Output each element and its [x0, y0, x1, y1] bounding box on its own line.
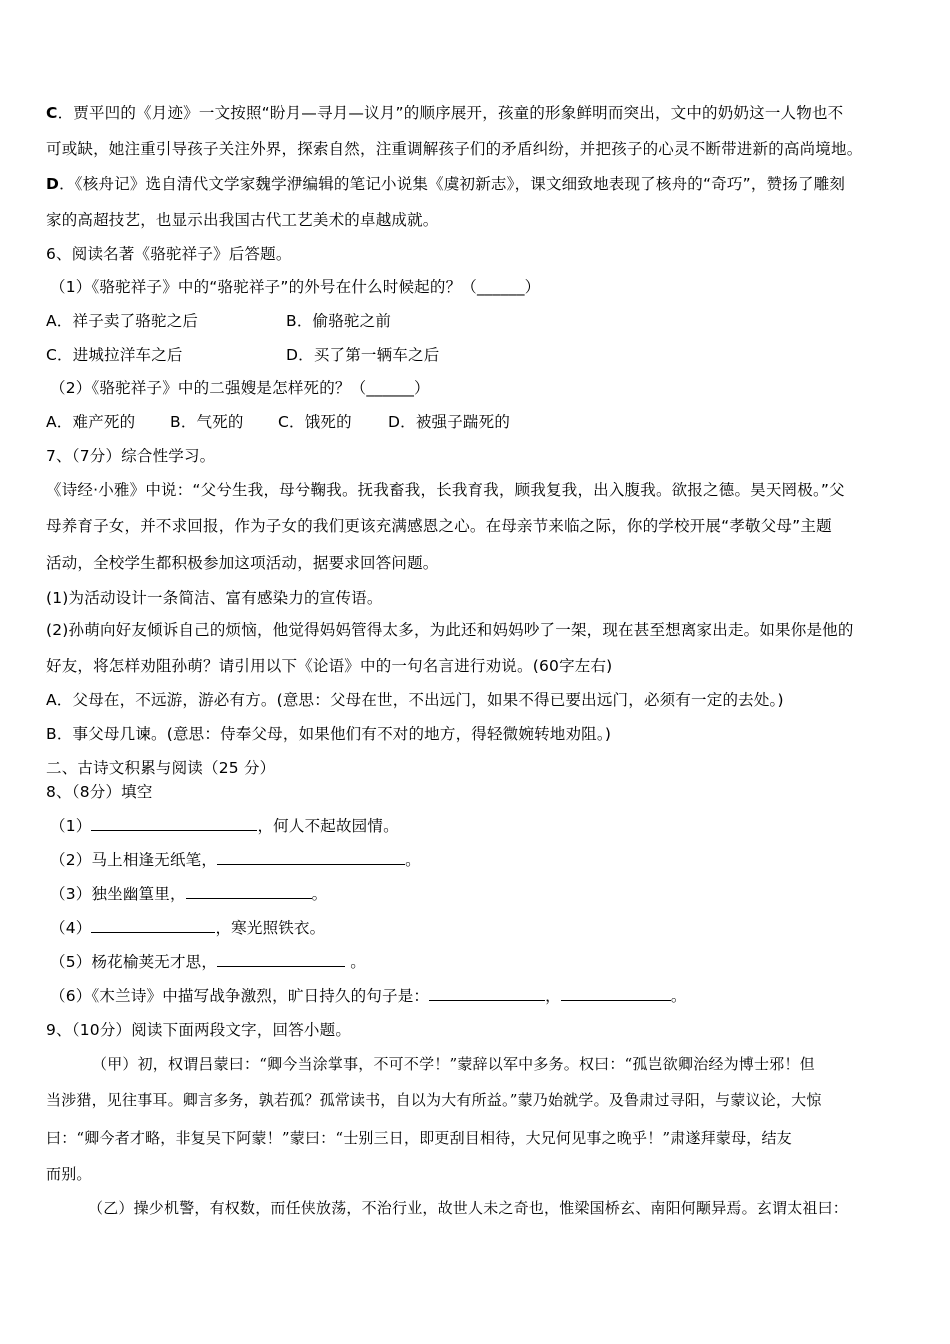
q9-yi-line1: （乙）操少机警，有权数，而任侠放荡，不治行业，故世人未之奇也，惟梁国桥玄、南阳何颙异焉。玄谓太祖曰： — [88, 1199, 849, 1217]
q5-option-c-line1: C．贾平凹的《月迹》一文按照“盼月—寻月—议月”的顺序展开，孩童的形象鲜明而突出，文中的奶奶这一人物也不 — [46, 104, 844, 122]
q6-sub1-option-a: A．祥子卖了骆驼之后 — [46, 312, 199, 330]
q9-title: 9、（10分）阅读下面两段文字，回答小题。 — [46, 1021, 352, 1039]
q8-blank-6a[interactable] — [429, 986, 545, 1001]
q7-para-line1: 《诗经·小雅》中说：“父兮生我，母兮鞠我。抚我畜我，长我育我，顾我复我，出入腹我。欲报之德。昊天罔极。”父 — [46, 481, 845, 499]
q5-option-c-letter: C — [46, 104, 58, 122]
q8-item-5: （5）杨花榆荚无才思， 。 — [50, 953, 366, 971]
q8-blank-4[interactable] — [91, 918, 215, 933]
q6-sub2-options — [46, 412, 510, 432]
q9-jia-line3: 曰：“卿今者才略，非复吴下阿蒙！”蒙曰：“士别三日，即更刮目相待，大兄何见事之晚乎！”肃遂拜蒙母，结友 — [46, 1129, 792, 1147]
q9-jia-line4: 而别。 — [46, 1165, 92, 1183]
q6-sub1-option-c: C．进城拉洋车之后 — [46, 346, 183, 364]
q8-item-2: （2）马上相逢无纸笔， 。 — [50, 851, 421, 869]
q6-sub1-options-row2 — [46, 345, 439, 365]
q8-blank-1[interactable] — [91, 816, 257, 831]
q7-option-a: A．父母在，不远游，游必有方。(意思：父母在世，不出远门，如果不得已要出远门，必须有一定的去处。) — [46, 691, 784, 709]
q7-para-line3: 活动，全校学生都积极参加这项活动，据要求回答问题。 — [46, 554, 439, 572]
q6-sub1-options-row1 — [46, 311, 391, 331]
q5-option-d-line2: 家的高超技艺，也显示出我国古代工艺美术的卓越成就。 — [46, 211, 439, 229]
q9-jia-line1: （甲）初，权谓吕蒙曰：“卿今当涂掌事，不可不学！”蒙辞以军中多务。权曰：“孤岂欲卿治经为博士邪！但 — [92, 1055, 815, 1073]
q5-option-c-line2: 可或缺，她注重引导孩子关注外界，探索自然，注重调解孩子们的矛盾纠纷，并把孩子的心灵不断带进新的高尚境地。 — [46, 140, 863, 158]
q6-sub1-option-b: B．偷骆驼之前 — [286, 312, 392, 330]
q7-para-line2: 母养育子女，并不求回报，作为子女的我们更该充满感恩之心。在母亲节来临之际，你的学校开展“孝敬父母”主题 — [46, 517, 832, 535]
q8-item-3: （3）独坐幽篁里， 。 — [50, 885, 328, 903]
q6-sub2-option-c: C．饿死的 — [278, 413, 352, 431]
q5-option-d-letter: D — [46, 175, 60, 193]
q8-title: 8、（8分）填空 — [46, 783, 153, 801]
q7-title: 7、（7分）综合性学习。 — [46, 447, 216, 465]
q6-sub2-option-d: D．被强子踹死的 — [388, 413, 511, 431]
q8-item-6: （6）《木兰诗》中描写战争激烈，旷日持久的句子是： ， 。 — [50, 987, 687, 1005]
q7-option-b: B．事父母几谏。(意思：侍奉父母，如果他们有不对的地方，得轻微婉转地劝阻。) — [46, 725, 612, 743]
q8-blank-3[interactable] — [186, 884, 312, 899]
q6-sub1-option-d: D．买了第一辆车之后 — [286, 346, 440, 364]
q7-sub2-line1: (2)孙萌向好友倾诉自己的烦恼，他觉得妈妈管得太多，为此还和妈妈吵了一架，现在甚至想离家出走。如果你是他的 — [46, 621, 854, 639]
q6-sub1: （1）《骆驼祥子》中的“骆驼祥子”的外号在什么时候起的？（______） — [50, 278, 541, 296]
q6-sub2-option-b: B．气死的 — [170, 413, 244, 431]
q8-item-4: （4） ，寒光照铁衣。 — [50, 919, 326, 937]
q8-blank-6b[interactable] — [561, 986, 671, 1001]
q5-option-d-line1: D．《核舟记》选自清代文学家魏学洢编辑的笔记小说集《虞初新志》，课文细致地表现了核舟的“奇巧”，赞扬了雕刻 — [46, 175, 846, 193]
q7-sub2-line2: 好友，将怎样劝阻孙萌？请引用以下《论语》中的一句名言进行劝说。(60字左右) — [46, 657, 613, 675]
q8-blank-5[interactable] — [217, 952, 345, 967]
q8-item-1: （1） ，何人不起故园情。 — [50, 817, 399, 835]
q6-sub2: （2）《骆驼祥子》中的二强嫂是怎样死的？（______） — [50, 379, 430, 397]
q6-title: 6、阅读名著《骆驼祥子》后答题。 — [46, 245, 292, 263]
q7-sub1: (1)为活动设计一条简洁、富有感染力的宣传语。 — [46, 589, 383, 607]
q8-blank-2[interactable] — [217, 850, 405, 865]
q9-jia-line2: 当涉猎，见往事耳。卿言多务，孰若孤？孤常读书，自以为大有所益。”蒙乃始就学。及鲁肃过寻阳，与蒙议论，大惊 — [46, 1091, 822, 1109]
section2-title: 二、古诗文积累与阅读（25 分） — [46, 759, 276, 777]
q6-sub2-option-a: A．难产死的 — [46, 413, 136, 431]
